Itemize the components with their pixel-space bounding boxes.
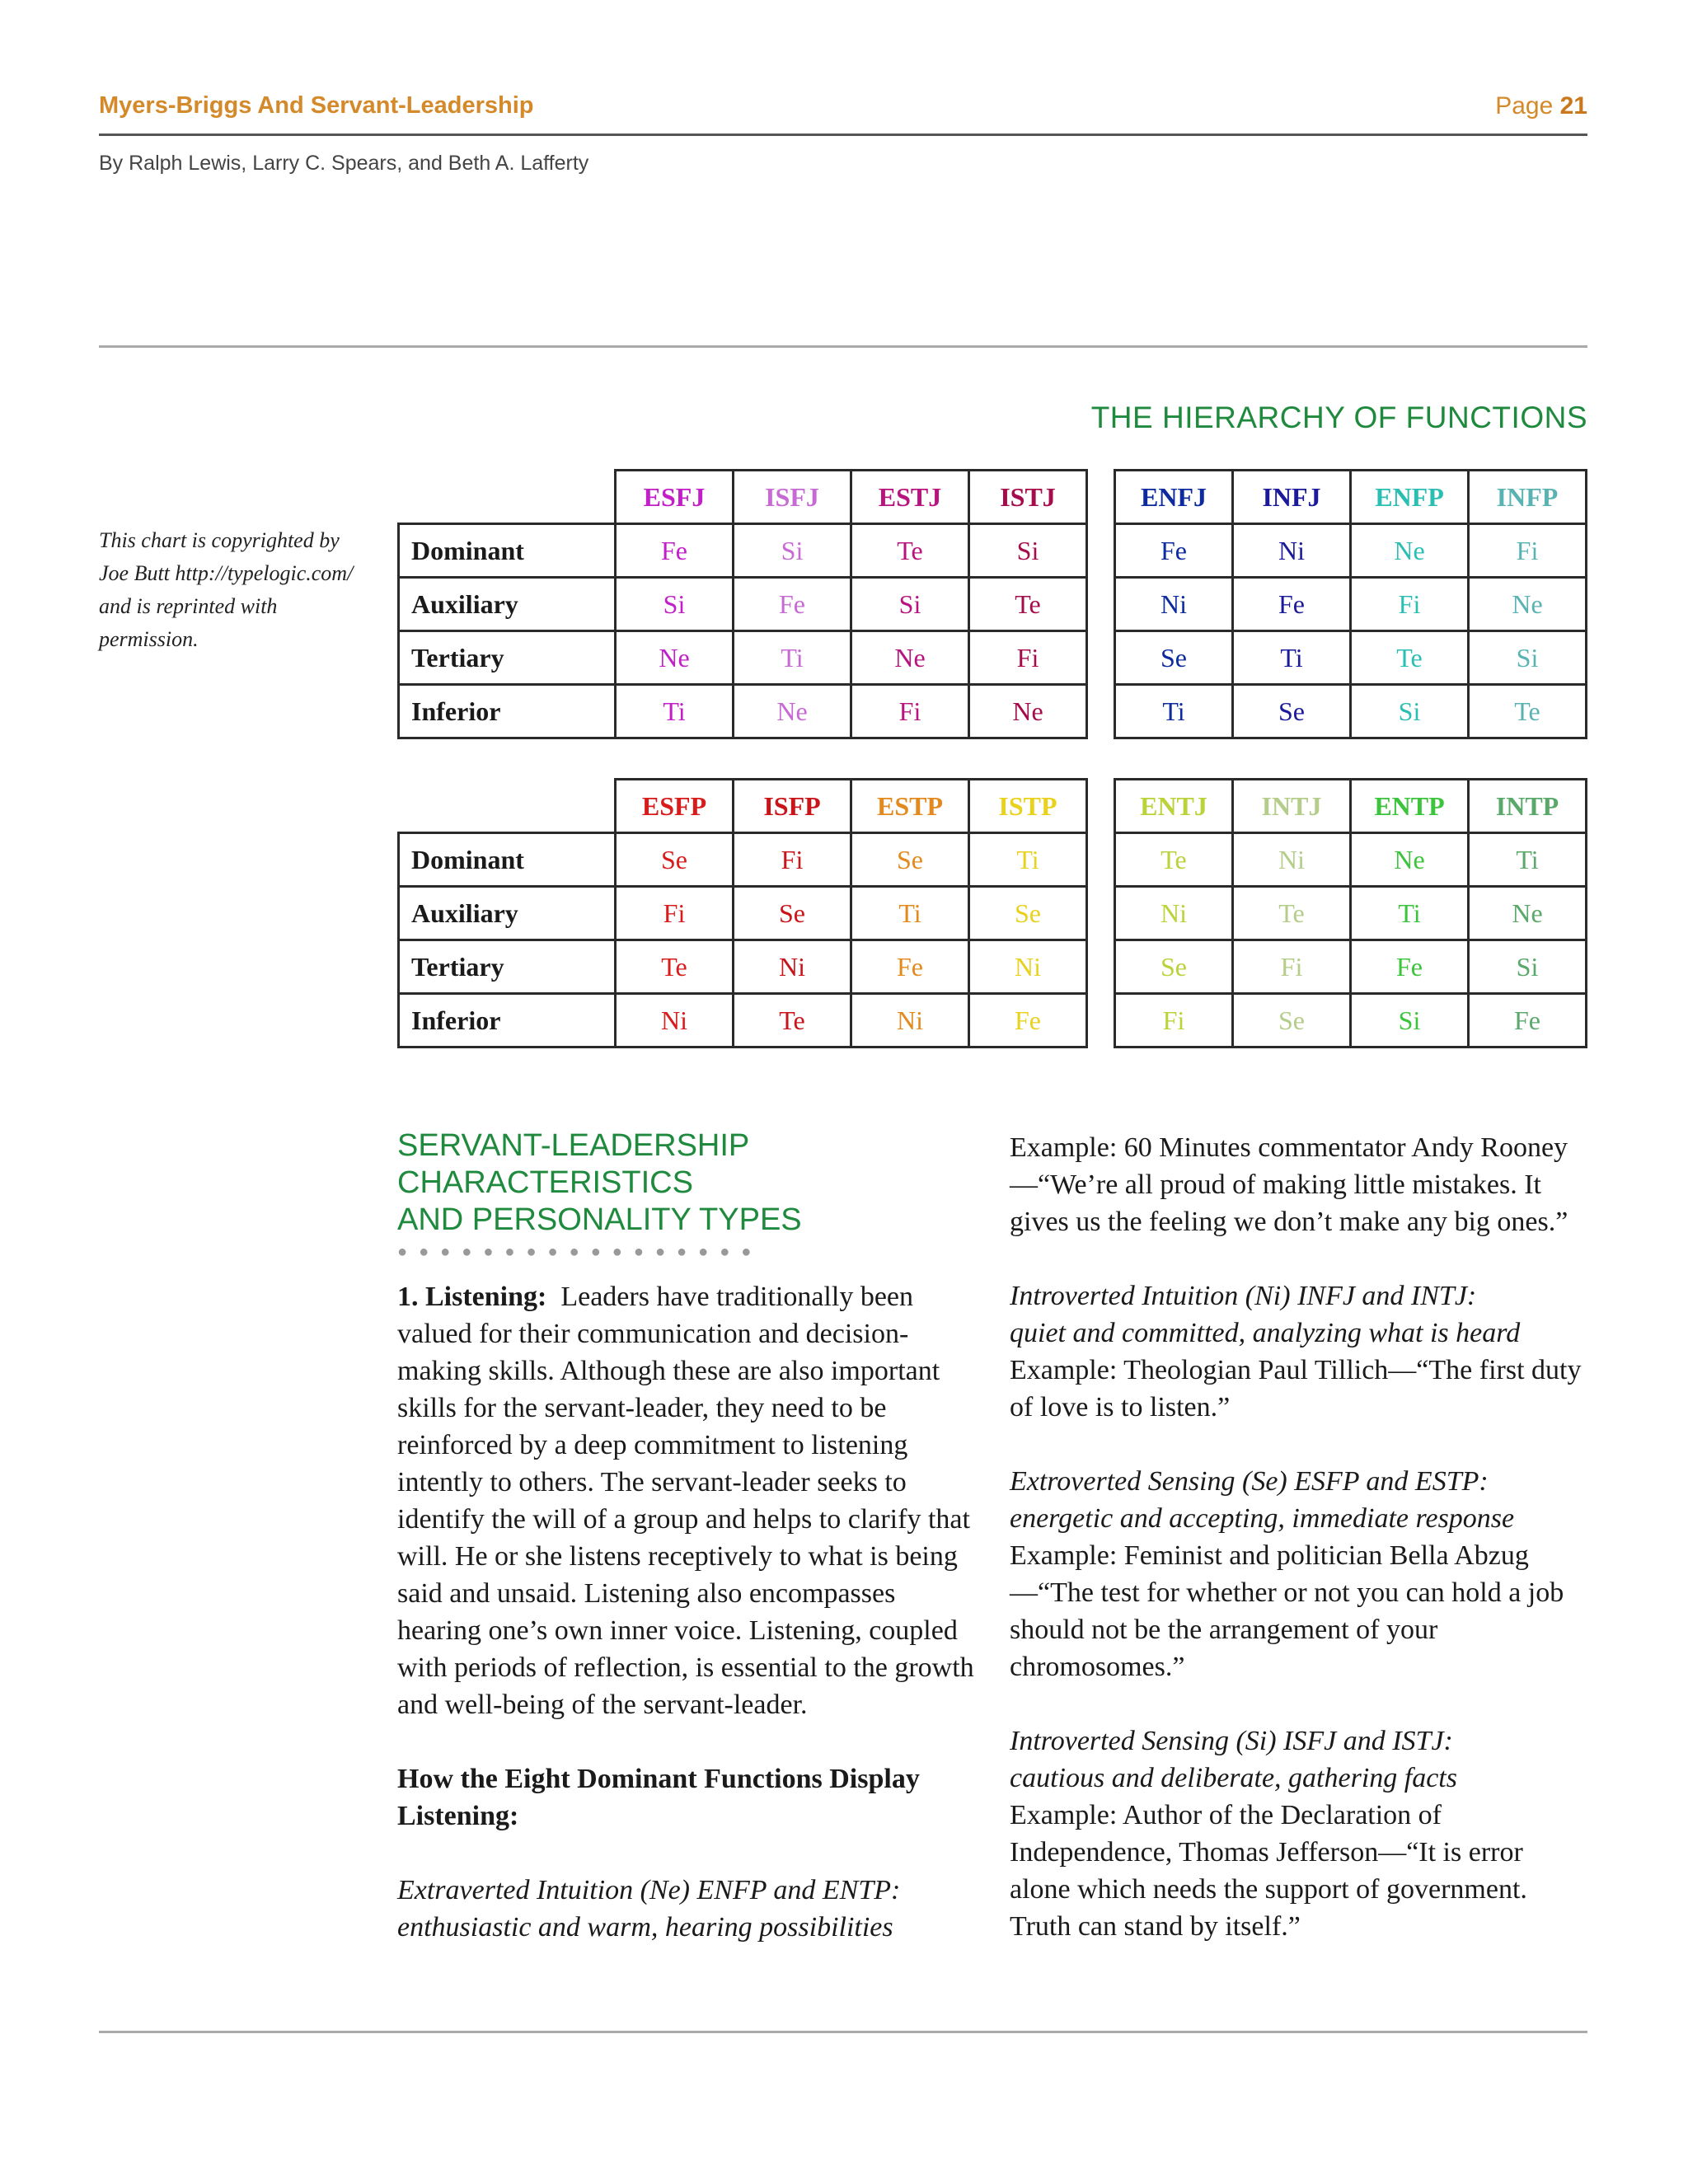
function-cell: Si [1469,940,1587,994]
function-cell: Fe [1115,524,1233,578]
function-cell: Fe [616,524,734,578]
function-cell: Ni [616,994,734,1047]
row-label: Auxiliary [399,887,616,940]
function-cell: Fi [1233,940,1351,994]
function-cell: Ni [851,994,969,1047]
type-header: INTP [1469,780,1587,833]
function-table [397,778,1088,1048]
function-cell: Ne [1351,833,1469,887]
function-cell: Te [1115,833,1233,887]
row-label: Inferior [399,685,616,738]
function-cell: Fi [969,631,1087,685]
copyright-note: This chart is copyrighted by Joe Butt http://typelogic.com/ and is reprinted with permission. [99,528,354,651]
table-row [399,940,1087,994]
function-cell: Te [1469,685,1587,738]
function-cell: Fe [1469,994,1587,1047]
type-header: ESFJ [616,471,734,524]
function-cell: Fi [1469,524,1587,578]
article-column-right [1010,1129,1587,1945]
heading-line: SERVANT-LEADERSHIP [397,1128,750,1163]
function-cell: Si [969,524,1087,578]
entry-example: Example: Feminist and politician Bella Abzug—“The test for whether or not you can hold a job should not be the arrangement of your chromosomes.” [1010,1540,1564,1682]
page-number: 21 [1559,92,1587,120]
table-row [399,631,1087,685]
type-header: INTJ [1233,780,1351,833]
listening-body: Leaders have traditionally been valued for their communication and decision-making skills. Although these are also important skills for the servant-leader, they need to be reinforced by a deep commitment to listening intently to others. The servant-leader seeks to identify the will of a group and helps to clarify that will. He or she listens receptively to what is being said and unsaid. Listening also encompasses hearing one’s own inner voice. Listening, coupled with periods of reflection, is essential to the growth and well-being of the servant-leader. [397,1282,974,1720]
function-cell: Fe [1233,578,1351,631]
listening-label: 1. Listening: [397,1282,547,1312]
function-cell: Si [1351,685,1469,738]
function-cell: Se [1115,631,1233,685]
function-table [1114,469,1587,739]
footer-divider [99,2031,1587,2033]
function-cell: Ni [1233,833,1351,887]
entry-description: quiet and committed, analyzing what is heard [1010,1318,1521,1348]
function-cell: Te [1233,887,1351,940]
entry-description: enthusiastic and warm, hearing possibilities [397,1912,893,1943]
section-heading [397,1127,859,1239]
entry-type-line: Introverted Intuition (Ni) INFJ and INTJ: [1010,1281,1477,1311]
function-cell: Fe [969,994,1087,1047]
table-row [399,994,1087,1047]
function-cell: Fi [1115,994,1233,1047]
function-cell: Fi [851,685,969,738]
function-cell: Ni [969,940,1087,994]
type-header: ISTJ [969,471,1087,524]
function-table [1114,778,1587,1048]
function-cell: Fi [616,887,734,940]
function-cell: Ne [616,631,734,685]
type-header: ISTP [969,780,1087,833]
table-row [399,887,1087,940]
function-cell: Se [969,887,1087,940]
table-row [1115,833,1587,887]
table-row [1115,994,1587,1047]
function-cell: Ti [1233,631,1351,685]
entry-example: Example: 60 Minutes commentator Andy Rooney—“We’re all proud of making little mistakes. It gives us the feeling we don’t make any big ones.” [1010,1132,1568,1237]
function-cell: Se [1233,685,1351,738]
function-cell: Ti [969,833,1087,887]
function-cell: Ne [1469,578,1587,631]
row-label: Dominant [399,833,616,887]
table-row [1115,887,1587,940]
function-cell: Ne [969,685,1087,738]
function-cell: Ti [851,887,969,940]
entry-description: cautious and deliberate, gathering facts [1010,1763,1457,1793]
type-header: ESFP [616,780,734,833]
function-cell: Ti [1115,685,1233,738]
heading-line: CHARACTERISTICS [397,1165,693,1200]
table-header-row [399,780,1087,833]
table-row [1115,631,1587,685]
type-header: INFJ [1233,471,1351,524]
row-label: Tertiary [399,631,616,685]
table-row [399,833,1087,887]
entry-type-line: Introverted Sensing (Si) ISFJ and ISTJ: [1010,1726,1453,1756]
function-cell: Ne [1351,524,1469,578]
function-cell: Se [1233,994,1351,1047]
section-divider [99,345,1587,348]
type-header: ISFJ [734,471,851,524]
table-row [399,578,1087,631]
function-cell: Se [734,887,851,940]
type-header: ISFP [734,780,851,833]
row-label: Inferior [399,994,616,1047]
chart-title: THE HIERARCHY OF FUNCTIONS [1090,401,1587,434]
function-cell: Si [1351,994,1469,1047]
function-cell: Ni [1115,887,1233,940]
function-cell: Ti [734,631,851,685]
function-cell: Si [616,578,734,631]
function-cell: Fi [734,833,851,887]
header-spacer [399,471,616,524]
function-cell: Te [616,940,734,994]
function-cell: Ti [616,685,734,738]
function-cell: Si [1469,631,1587,685]
row-label: Auxiliary [399,578,616,631]
function-cell: Ne [851,631,969,685]
type-header: ESTJ [851,471,969,524]
table-row [1115,940,1587,994]
function-cell: Te [1351,631,1469,685]
function-cell: Ni [734,940,851,994]
function-cell: Fi [1351,578,1469,631]
table-row [1115,578,1587,631]
listening-paragraph [397,1278,984,1723]
type-header: ENFJ [1115,471,1233,524]
table-row [399,524,1087,578]
type-header: ENTP [1351,780,1469,833]
page-label: Page [1495,92,1554,120]
page-indicator [1495,92,1587,120]
function-cell: Te [851,524,969,578]
function-cell: Ti [1351,887,1469,940]
table-header-row [1115,780,1587,833]
table-row [1115,685,1587,738]
entry-example: Example: Theologian Paul Tillich—“The first duty of love is to listen.” [1010,1355,1582,1422]
heading-line: AND PERSONALITY TYPES [397,1202,802,1237]
author-byline: By Ralph Lewis, Larry C. Spears, and Beth A. Lafferty [99,152,589,175]
function-cell: Si [851,578,969,631]
type-header: ESTP [851,780,969,833]
function-cell: Fe [1351,940,1469,994]
type-header: ENFP [1351,471,1469,524]
dotted-separator: ●●●●●●●●●●●●●●●●● [397,1243,763,1261]
table-row [399,685,1087,738]
function-cell: Se [1115,940,1233,994]
type-header: ENTJ [1115,780,1233,833]
function-cell: Fe [734,578,851,631]
function-cell: Se [851,833,969,887]
row-label: Dominant [399,524,616,578]
entry-type-line: Extroverted Sensing (Se) ESFP and ESTP: [1010,1466,1489,1497]
function-cell: Ti [1469,833,1587,887]
function-cell: Fe [851,940,969,994]
row-label: Tertiary [399,940,616,994]
function-cell: Se [616,833,734,887]
type-header: INFP [1469,471,1587,524]
document-title: Myers-Briggs And Servant-Leadership [99,92,534,119]
header-spacer [399,780,616,833]
function-cell: Si [734,524,851,578]
header-divider [99,134,1587,136]
function-table [397,469,1088,739]
function-cell: Ne [734,685,851,738]
entry-example: Example: Author of the Declaration of Independence, Thomas Jefferson—“It is error alone which needs the support of government. Truth can stand by itself.” [1010,1800,1527,1942]
article-column-left [397,1278,984,1946]
function-cell: Ni [1115,578,1233,631]
table-row [1115,524,1587,578]
entry-description: energetic and accepting, immediate response [1010,1503,1515,1534]
functions-subheading: How the Eight Dominant Functions Display Listening: [397,1764,920,1831]
function-cell: Ne [1469,887,1587,940]
function-cell: Ni [1233,524,1351,578]
table-header-row [1115,471,1587,524]
function-cell: Te [734,994,851,1047]
table-header-row [399,471,1087,524]
function-cell: Te [969,578,1087,631]
entry-type-line: Extraverted Intuition (Ne) ENFP and ENTP: [397,1875,901,1905]
